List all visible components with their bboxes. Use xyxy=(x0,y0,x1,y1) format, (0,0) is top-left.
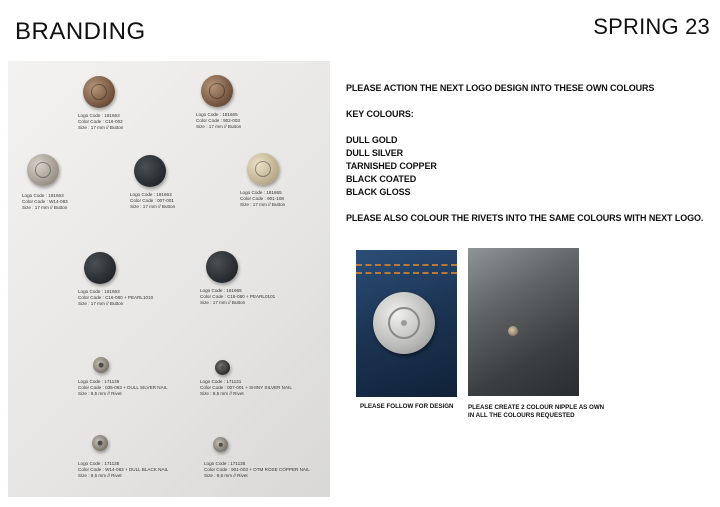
key-colours-heading: KEY COLOURS: xyxy=(346,109,414,119)
trims-board-photo xyxy=(8,61,330,497)
dull-silver-button xyxy=(27,154,59,186)
colour-item: BLACK COATED xyxy=(346,174,417,184)
trim-label: Logo Code : 181663 Color Code : W14-083 Size : 17 mm // Button xyxy=(22,193,68,210)
colour-item: DULL GOLD xyxy=(346,135,398,145)
dull-silver-rivet xyxy=(93,357,109,373)
page-title: BRANDING xyxy=(15,18,146,45)
denim-button-photo xyxy=(356,250,457,397)
trim-label: Logo Code : 181665 Color Code : C16-080 + PEARL0101 Size : 17 mm // Button xyxy=(200,288,276,305)
rivets-note: PLEASE ALSO COLOUR THE RIVETS INTO THE SAME COLOURS WITH NEXT LOGO. xyxy=(346,213,704,223)
dull-gold-button xyxy=(247,153,279,185)
trim-label: Logo Code : 181663 Color Code : 007-001 Size : 17 mm // Button xyxy=(130,192,176,209)
rivet-nipple xyxy=(508,326,518,336)
trim-label: Logo Code : 181665 Color Code : 902-003 Size : 17 mm // Button xyxy=(196,112,242,129)
rivet xyxy=(92,435,108,451)
trim-label: Logo Code : 181663 Color Code : C16-002 Size : 17 mm // Button xyxy=(78,113,124,130)
colour-item: DULL SILVER xyxy=(346,148,404,158)
black-gloss-button xyxy=(206,251,238,283)
trim-label: Logo Code : 171131 Color Code : 007-001 + SHINY SILVER NAIL Size : 9,5 mm // Rivet xyxy=(200,379,292,396)
denim-rivet-photo xyxy=(468,248,579,396)
photo-caption-design: PLEASE FOLLOW FOR DESIGN xyxy=(360,403,454,410)
copper-button xyxy=(201,75,233,107)
black-coated-button xyxy=(134,155,166,187)
colour-item: BLACK GLOSS xyxy=(346,187,411,197)
trim-label: Logo Code : 181665 Color Code : 901-108 Size : 17 mm // Button xyxy=(240,190,286,207)
black-gloss-button xyxy=(84,252,116,284)
trim-label: Logo Code : 171135 Color Code : 901-003 + OTM ROSE COPPER NAIL Size : 9,5 mm // Rivet xyxy=(204,461,310,478)
black-rivet xyxy=(215,360,230,375)
instruction-line: PLEASE ACTION THE NEXT LOGO DESIGN INTO THESE OWN COLOURS xyxy=(346,83,655,93)
trim-label: Logo Code : 181663 Color Code : C16-080 + PEARL1010 Size : 17 mm // Button xyxy=(78,289,154,306)
copper-button xyxy=(83,76,115,108)
photo-caption-nipple: PLEASE CREATE 2 COLOUR NIPPLE AS OWN IN ALL THE COLOURS REQUESTED xyxy=(468,404,605,419)
colour-item: TARNISHED COPPER xyxy=(346,161,437,171)
trim-label: Logo Code : 171135 Color Code : 035-083 + DULL SILVER NAIL Size : 9,5 mm // Rivet xyxy=(78,379,168,396)
rose-copper-rivet xyxy=(213,437,228,452)
season-title: SPRING 23 xyxy=(593,14,710,39)
trim-label: Logo Code : 171135 Color Code : W14-083 + DULL BLACK NAIL Size : 9,5 mm // Rivet xyxy=(78,461,169,478)
instructions-block xyxy=(346,82,716,225)
